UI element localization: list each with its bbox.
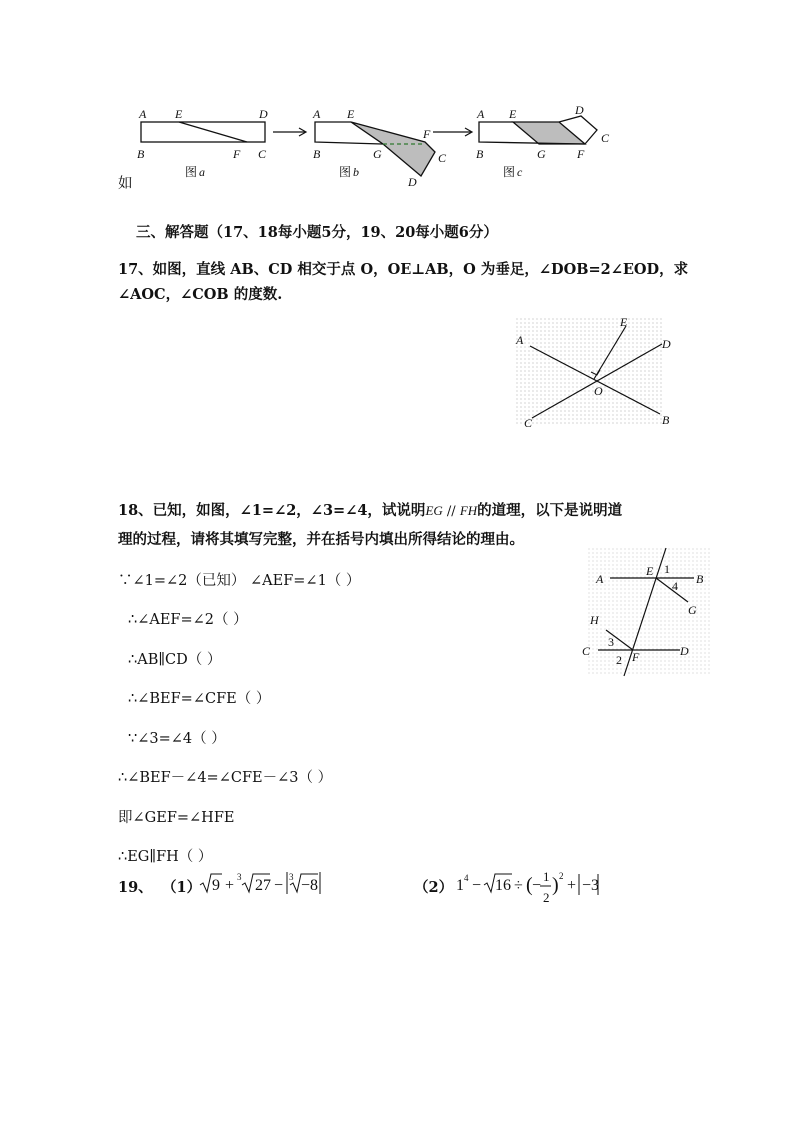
- q18-step-3: ∴AB∥CD（ ）: [128, 652, 222, 668]
- caption-b-prefix: 图: [339, 165, 352, 179]
- q17-figure: [512, 314, 671, 430]
- q18-step-6: ∴∠BEF－∠4=∠CFE－∠3（ ）: [118, 770, 333, 786]
- q19-part1-label: （1）: [162, 879, 202, 896]
- q18-step-7: 即∠GEF=∠HFE: [118, 810, 235, 826]
- caption-b-letter: b: [353, 165, 359, 179]
- caption-c-prefix: 图: [503, 165, 516, 179]
- q18-label-1: 1: [664, 562, 670, 576]
- q17-label-C: C: [524, 416, 533, 430]
- q18-line1-post: 的道理，以下是说明道: [477, 502, 623, 519]
- expr1-9: 9: [212, 877, 220, 894]
- q19-expression-2: [454, 862, 614, 908]
- expr2-exp: 4: [464, 873, 469, 883]
- folding-figures: [125, 100, 625, 192]
- label-a-C: C: [258, 147, 267, 161]
- expr2-base: 1: [456, 877, 464, 894]
- label-a-E: E: [175, 107, 183, 121]
- caption-a-prefix: 图: [185, 165, 198, 179]
- q17-line1: 17、如图，直线 AB、CD 相交于点 O，OE⊥AB，O 为垂足，∠DOB=2∠EOD，求: [118, 261, 689, 278]
- label-b-D: D: [408, 175, 417, 189]
- expr1-cube-index-2: 3: [289, 872, 294, 882]
- caption-c-letter: c: [517, 165, 523, 179]
- expr1-cube-index-1: 3: [237, 872, 242, 882]
- arrow-2: [433, 128, 472, 136]
- section3-title: 三、解答题（17、18每小题5分，19、20每小题6分）: [136, 224, 498, 241]
- dotted-background: [514, 316, 664, 426]
- expr2-rparen: ): [552, 874, 559, 896]
- q18-label-E: E: [646, 564, 654, 578]
- q18-step-1: ∵∠1=∠2（已知） ∠AEF=∠1（ ）: [118, 573, 361, 589]
- expr2-abs: −3: [582, 877, 600, 894]
- q17-label-B: B: [662, 413, 670, 427]
- expr2-div: ÷: [514, 877, 523, 894]
- q18-label-B: B: [696, 572, 704, 586]
- expr2-plus: +: [567, 877, 577, 894]
- q18-line1-pre: 18、已知，如图，∠1=∠2，∠3=∠4，试说明: [118, 502, 426, 519]
- label-c-F: F: [577, 147, 585, 161]
- q18-line1-fh: FH: [459, 503, 478, 518]
- q18-step-4: ∴∠BEF=∠CFE（ ）: [128, 691, 271, 707]
- q17-label-D: D: [662, 337, 671, 351]
- label-c-C: C: [601, 131, 610, 145]
- label-b-B: B: [313, 147, 321, 161]
- label-b-G: G: [373, 147, 382, 161]
- label-b-C: C: [438, 151, 447, 165]
- label-c-G: G: [537, 147, 546, 161]
- label-c-E: E: [509, 107, 517, 121]
- q18-label-C: C: [582, 644, 591, 658]
- q18-label-2: 2: [616, 653, 622, 667]
- q17-label-O: O: [594, 384, 603, 398]
- expr1-neg8: −8: [301, 877, 319, 894]
- label-c-D: D: [575, 103, 584, 117]
- q18-step-5: ∵∠3=∠4（ ）: [128, 731, 226, 747]
- q18-figure: [576, 544, 714, 682]
- expr2-sq: 2: [559, 871, 564, 881]
- expr1-minus: −: [274, 877, 284, 894]
- q18-line1-parallel: //: [446, 504, 456, 519]
- expr1-27: 27: [255, 877, 271, 894]
- q18-line1: [118, 499, 622, 520]
- intro-char: 如: [118, 176, 133, 192]
- q18-line2: 理的过程，请将其填写完整，并在括号内填出所得结论的理由。: [118, 531, 524, 548]
- expr2-num: 1: [543, 869, 550, 884]
- q18-line1-eg: EG: [425, 503, 443, 518]
- expr2-minus: −: [472, 877, 482, 894]
- q18-step-2: ∴∠AEF=∠2（ ）: [128, 612, 248, 628]
- q19-expression-1: [198, 868, 328, 898]
- q18-label-F: F: [632, 650, 640, 664]
- label-a-A: A: [139, 107, 147, 121]
- label-a-F: F: [233, 147, 241, 161]
- label-b-A: A: [313, 107, 321, 121]
- q17-label-E: E: [620, 315, 628, 329]
- q18-label-A: A: [596, 572, 604, 586]
- q17-label-A: A: [516, 333, 524, 347]
- expr2-neg: −: [532, 877, 542, 894]
- q17-line2: ∠AOC，∠COB 的度数.: [118, 286, 283, 303]
- q19-part2-label: （2）: [414, 879, 454, 896]
- label-b-E: E: [347, 107, 355, 121]
- expr2-lparen: (: [526, 874, 533, 896]
- figure-a: [141, 122, 265, 142]
- caption-a-letter: a: [199, 165, 205, 179]
- label-a-B: B: [137, 147, 145, 161]
- q18-step-8: ∴EG∥FH（ ）: [118, 849, 213, 865]
- figure-c: [479, 116, 597, 144]
- q18-label-H: H: [590, 613, 599, 627]
- q18-label-D: D: [680, 644, 689, 658]
- label-a-D: D: [259, 107, 268, 121]
- arrow-1: [273, 128, 306, 136]
- q19-label: 19、: [118, 879, 153, 896]
- q18-label-4: 4: [672, 579, 678, 593]
- label-c-A: A: [477, 107, 485, 121]
- expr2-den: 2: [543, 890, 550, 905]
- label-b-F: F: [423, 127, 431, 141]
- q18-label-3: 3: [608, 635, 614, 649]
- expr1-plus: +: [225, 877, 235, 894]
- label-c-B: B: [476, 147, 484, 161]
- expr2-16: 16: [495, 877, 511, 894]
- q18-label-G: G: [688, 603, 697, 617]
